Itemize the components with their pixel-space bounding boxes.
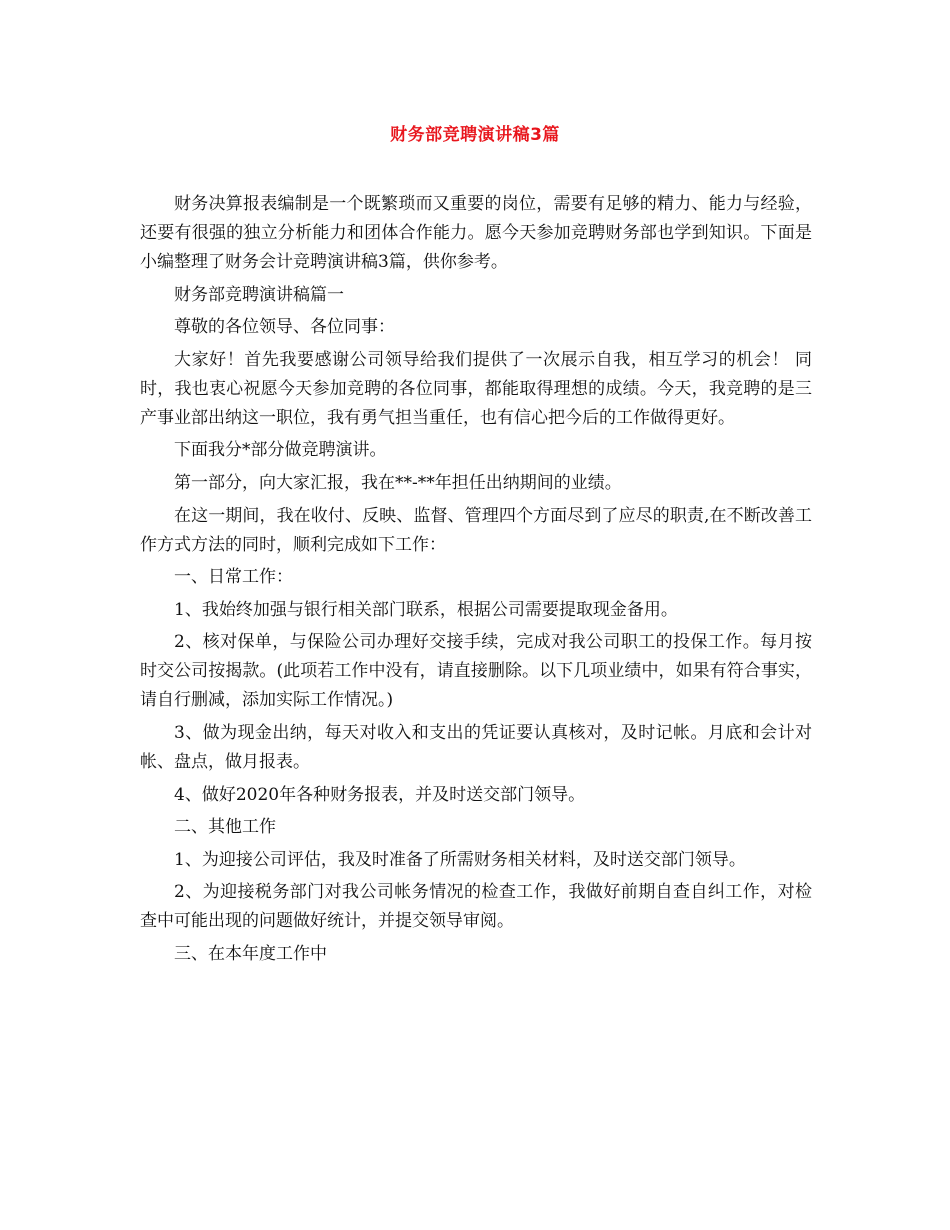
paragraph-section-year: 三、在本年度工作中	[174, 943, 327, 964]
paragraph-item-3: 3、做为现金出纳，每天对收入和支出的凭证要认真核对，及时记帐。月底和会计对帐、盘点，做月报表。	[140, 722, 812, 772]
document-title: 财务部竞聘演讲稿3篇	[390, 125, 560, 145]
paragraph-part-one: 第一部分，向大家汇报，我在**-**年担任出纳期间的业绩。	[174, 472, 622, 493]
paragraph-outline: 下面我分*部分做竞聘演讲。	[174, 440, 387, 461]
paragraph-section-daily: 一、日常工作：	[174, 567, 293, 588]
paragraph-item-1: 1、我始终加强与银行相关部门联系，根据公司需要提取现金备用。	[174, 599, 678, 620]
paragraph-item-4: 4、做好2020年各种财务报表，并及时送交部门领导。	[174, 784, 586, 805]
document-body	[140, 190, 812, 973]
paragraph-section-other: 二、其他工作	[174, 817, 276, 838]
paragraph-other-item-1: 1、为迎接公司评估，我及时准备了所需财务相关材料，及时送交部门领导。	[174, 849, 746, 870]
paragraph-speech-heading: 财务部竞聘演讲稿篇一	[174, 284, 344, 305]
paragraph-salutation: 尊敬的各位领导、各位同事：	[174, 317, 395, 338]
paragraph-intro: 财务决算报表编制是一个既繁琐而又重要的岗位，需要有足够的精力、能力与经验，还要有很强的独立分析能力和团体合作能力。愿今天参加竞聘财务部也学到知识。下面是小编整理了财务会计竞聘演讲稿3篇，供你参考。	[140, 194, 812, 272]
paragraph-other-item-2: 2、为迎接税务部门对我公司帐务情况的检查工作，我做好前期自查自纠工作，对检查中可能出现的问题做好统计，并提交领导审阅。	[140, 882, 812, 932]
paragraph-greeting: 大家好！首先我要感谢公司领导给我们提供了一次展示自我，相互学习的机会！ 同时，我也衷心祝愿今天参加竞聘的各位同事，都能取得理想的成绩。今天，我竞聘的是三产事业部出纳这一职位，我有勇气担当重任，也有信心把今后的工作做得更好。	[140, 349, 812, 428]
paragraph-duties: 在这一期间，我在收付、反映、监督、管理四个方面尽到了应尽的职责,在不断改善工作方式方法的同时，顺利完成如下工作：	[140, 505, 812, 555]
paragraph-item-2: 2、核对保单，与保险公司办理好交接手续，完成对我公司职工的投保工作。每月按时交公司按揭款。(此项若工作中没有，请直接删除。以下几项业绩中，如果有符合事实，请自行删减，添加实际工作情况。)	[140, 632, 812, 711]
